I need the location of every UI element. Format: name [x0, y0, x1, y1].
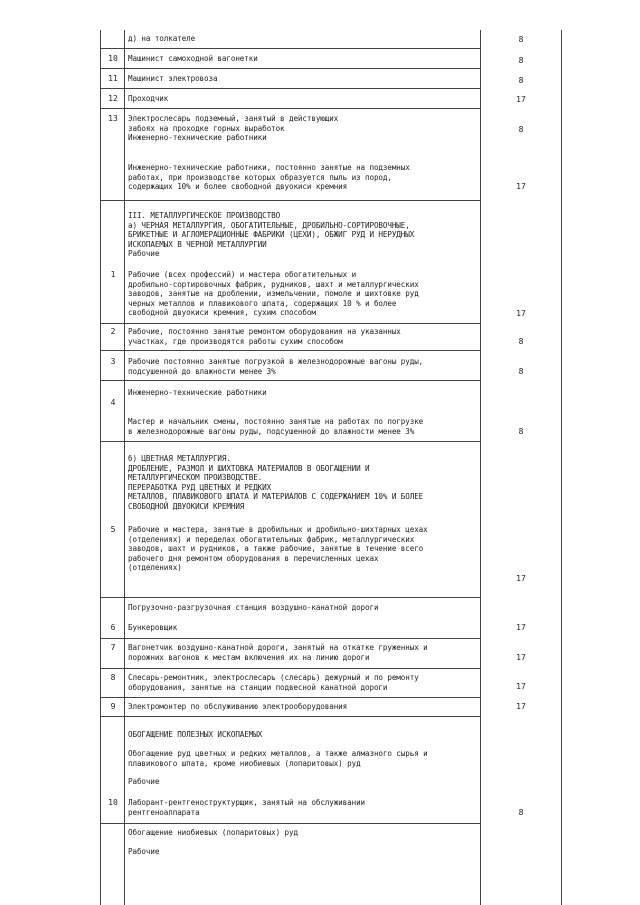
row-divider: [100, 823, 480, 824]
row-text: д) на толкателе: [128, 34, 196, 43]
row-number: 12: [108, 94, 118, 103]
row-divider: [100, 88, 480, 89]
row-divider: [100, 597, 480, 598]
row-number: 13: [108, 114, 118, 123]
row-divider: [100, 441, 480, 442]
row-text: Лаборант-рентгеноструктурщик, занятый на обслуживании рентгеноаппарата: [128, 798, 366, 817]
row-value: 17: [516, 309, 526, 318]
row-number: 4: [110, 398, 116, 407]
row-text: Бункеровщик: [128, 623, 178, 632]
row-value: 8: [518, 125, 524, 134]
row-divider: [100, 638, 480, 639]
row-text: Обогащение руд цветных и редких металлов, а также алмазного сырья и плавикового шпата, кроме ниобиевых (лопаритовых) руд: [128, 749, 428, 768]
table-border-num: [124, 30, 125, 905]
row-text: Инженерно-технические работники, постоянно занятые на подземных работах, при производстве которых образуется пыль из пород, содержащих 10% и более свободной двуокиси кремния: [128, 163, 410, 192]
row-text: Электромонтер по обслуживанию электрооборудования: [128, 702, 348, 711]
row-value: 17: [516, 702, 526, 711]
row-number: 8: [110, 673, 116, 682]
row-divider: [100, 380, 480, 381]
section-heading: ОБОГАЩЕНИЕ ПОЛЕЗНЫХ ИСКОПАЕМЫХ: [128, 730, 263, 739]
row-value: 8: [518, 808, 524, 817]
row-number: 2: [110, 327, 116, 336]
row-value: 8: [518, 76, 524, 85]
row-divider: [100, 68, 480, 69]
row-text: Рабочие, постоянно занятые ремонтом оборудования на указанных участках, где производятся работы сухим способом: [128, 327, 401, 346]
row-text: Слесарь-ремонтник, электрослесарь (слесарь) дежурный и по ремонту оборудования, занятые на станции подвесной канатной дороги: [128, 673, 419, 692]
row-divider: [100, 350, 480, 351]
row-text: Инженерно-технические работники: [128, 388, 267, 397]
row-number: 9: [110, 702, 116, 711]
row-number: 3: [110, 357, 116, 366]
row-value: 8: [518, 337, 524, 346]
row-divider: [100, 108, 480, 109]
row-text: Рабочие и мастера, занятые в дробильных и дробильно-шихтарных цехах (отделениях) и переделах обогатительных фабрик, металлургических заводов, шахт и рудников, а также рабочие, занятые в течение всего рабочего дня ремонтом оборудования в перечисленных цехах (отделениях): [128, 525, 428, 573]
row-text: Электрослесарь подземный, занятый в действующих забоях на проходке горных выработок Инженерно-технические работники: [128, 114, 339, 143]
row-divider: [100, 48, 480, 49]
row-number: 7: [110, 643, 116, 652]
row-value: 8: [518, 35, 524, 44]
row-number: 1: [110, 270, 116, 279]
section-heading: б) ЦВЕТНАЯ МЕТАЛЛУРГИЯ. ДРОБЛЕНИЕ, РАЗМОЛ И ШИХТОВКА МАТЕРИАЛОВ В ОБОГАЩЕНИИ И МЕТАЛЛУРГИЧЕСКОМ ПРОИЗВОДСТВЕ. ПЕРЕРАБОТКА РУД ЦВЕТНЫХ И РЕДКИХ МЕТАЛЛОВ, ПЛАВИКОВОГО ШПАТА И МАТЕРИАЛОВ С СОДЕРЖАНИЕМ 10% И БОЛЕЕ СВОБОДНОЙ ДВУОКИСИ КРЕМНИЯ: [128, 454, 424, 511]
row-value: 8: [518, 427, 524, 436]
table-border-left: [100, 30, 101, 905]
row-text: Мастер и начальник смены, постоянно занятые на работах по погрузке в железнодорожные вагоны руды, подсушенной до влажности менее 3%: [128, 417, 424, 436]
row-number: 10: [108, 54, 118, 63]
row-number: 5: [110, 525, 116, 534]
section-heading: III. МЕТАЛЛУРГИЧЕСКОЕ ПРОИЗВОДСТВО а) ЧЕРНАЯ МЕТАЛЛУРГИЯ, ОБОГАТИТЕЛЬНЫЕ, ДРОБИЛЬНО-СОРТИРОВОЧНЫЕ, БРИКЕТНЫЕ И АГЛОМЕРАЦИОННЫЕ ФАБРИКИ (ЦЕХИ), ОБЖИГ РУД И НЕРУДНЫХ ИСКОПАЕМЫХ В ЧЕРНОЙ МЕТАЛЛУРГИИ Рабочие: [128, 211, 415, 259]
table-border-right: [561, 30, 562, 905]
row-value: 17: [516, 682, 526, 691]
row-text: Машинист электровоза: [128, 74, 218, 83]
row-divider: [100, 323, 480, 324]
row-divider: [100, 668, 480, 669]
row-text: Проходчик: [128, 94, 169, 103]
row-text: Рабочие: [128, 847, 160, 856]
row-text: Рабочие: [128, 777, 160, 786]
table-border-text: [480, 30, 481, 905]
row-value: 17: [516, 623, 526, 632]
row-value: 8: [518, 56, 524, 65]
row-value: 17: [516, 182, 526, 191]
row-text: Погрузочно-разгрузочная станция воздушно-канатной дороги: [128, 603, 379, 612]
row-divider: [100, 716, 480, 717]
row-text: Рабочие (всех профессий) и мастера обогатительных и дробильно-сортировочных фабрик, рудников, шахт и металлургических заводов, занятые на дроблении, измельчении, помоле и шихтовке руд черных металлов и плавикового шпата, содержащих 10 % и более свободной двуокиси кремния, сухим способом: [128, 270, 419, 318]
row-number: 11: [108, 74, 118, 83]
row-value: 17: [516, 95, 526, 104]
row-text: Машинист самоходной вагонетки: [128, 54, 258, 63]
row-divider: [100, 200, 480, 201]
row-value: 8: [518, 367, 524, 376]
row-number: 10: [108, 798, 118, 807]
row-text: Обогащение ниобиевых (лопаритовых) руд: [128, 828, 298, 837]
row-divider: [100, 697, 480, 698]
row-value: 17: [516, 574, 526, 583]
row-text: Рабочие постоянно занятые погрузкой в железнодорожные вагоны руды, подсушенной до влажности менее 3%: [128, 357, 424, 376]
row-number: 6: [110, 623, 116, 632]
row-text: Вагонетчик воздушно-канатной дороги, занятый на откатке груженных и порожних вагонов к местам включения их на линию дороги: [128, 643, 428, 662]
row-value: 17: [516, 653, 526, 662]
